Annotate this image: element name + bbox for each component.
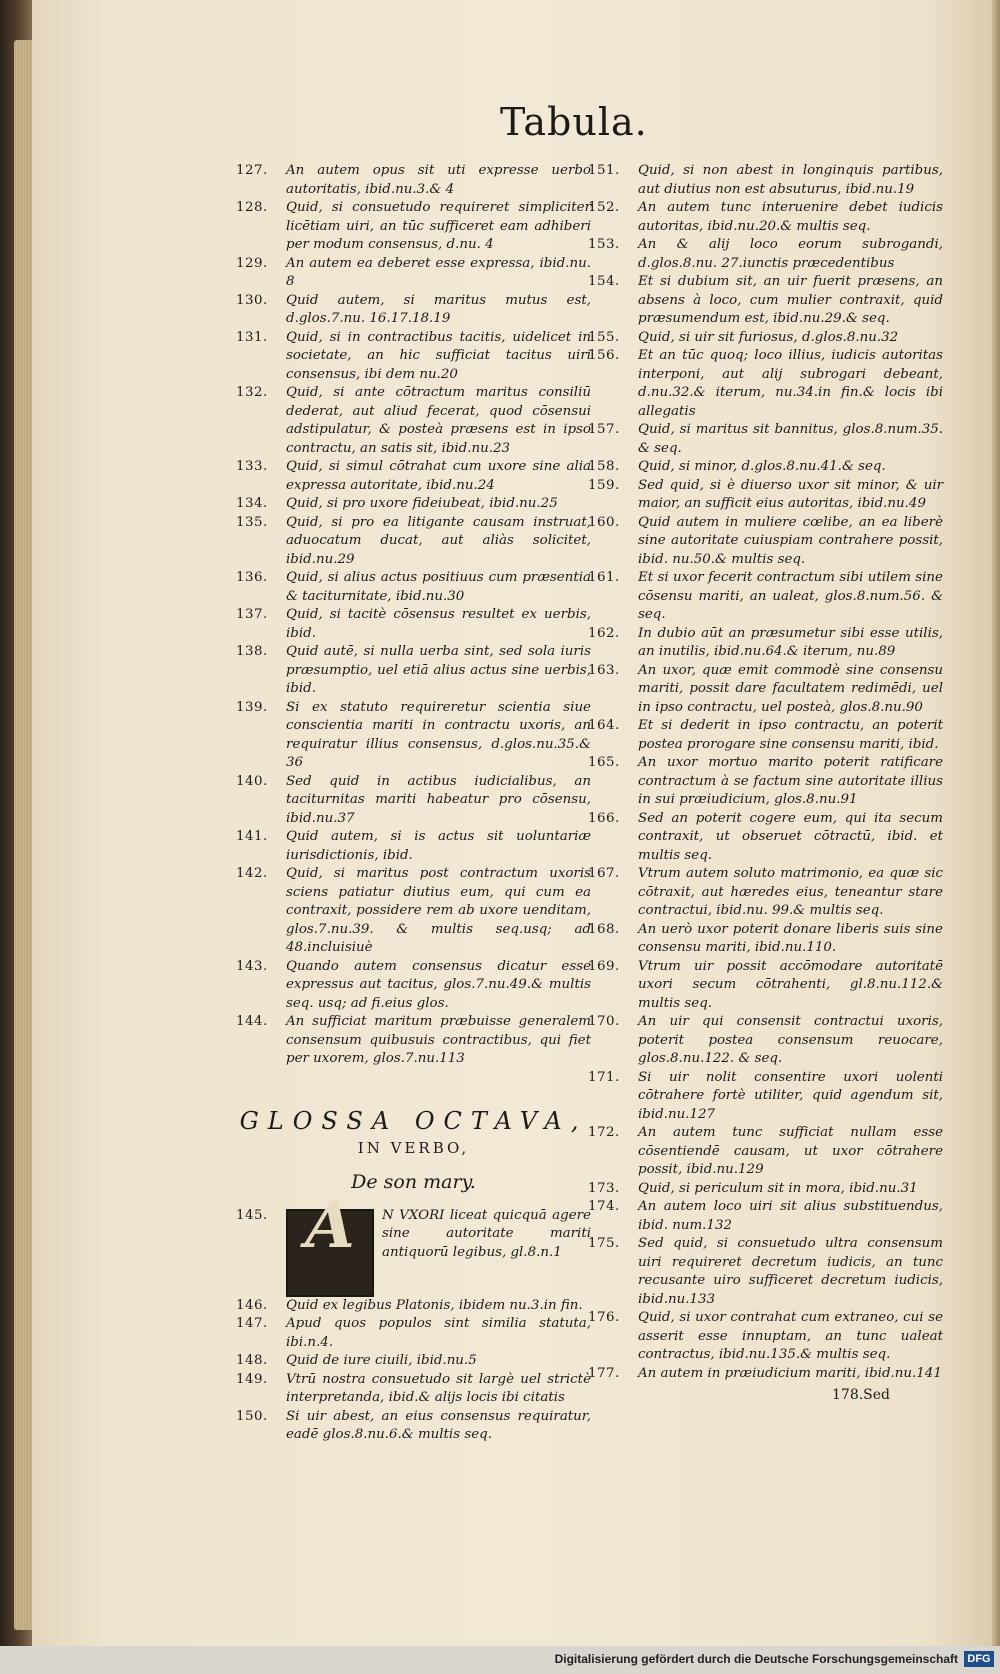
entry-text: Quando autem consensus dicatur esse expressus aut tacitus, glos.7.nu.49.& multis seq. usq; ad fi.eius glos. — [286, 958, 591, 1011]
entry-text: An sufficiat maritum præbuisse generalem consensum quibusuis contractibus, qui fiet per uxorem, glos.7.nu.113 — [286, 1014, 591, 1066]
entry-number: 131. — [236, 329, 268, 345]
index-entry — [236, 865, 591, 958]
entry-number: 167. — [588, 866, 620, 881]
entry-text: Vtrum autem soluto matrimonio, ea quæ sic cōtraxit, aut hæredes eius, teneantur stare contractui, ibid.nu. 99.& multis seq. — [638, 866, 943, 918]
entry-number: 138. — [236, 644, 268, 659]
entry-number: 170. — [588, 1014, 620, 1029]
index-entry — [588, 662, 943, 718]
section-title: GLOSSA OCTAVA, — [239, 1106, 588, 1135]
entry-text: Quid autem, si is actus sit uoluntariæ iurisdictionis, ibid. — [286, 829, 591, 863]
entry-number: 177. — [588, 1365, 620, 1381]
entry-number: 171. — [588, 1069, 620, 1085]
entry-text: Quid, si in contractibus tacitis, uidelicet in societate, an hic sufficiat tacitus uiri consensus, ibi dem nu.20 — [286, 329, 591, 382]
entry-text: Quid, si ante cōtractum maritus consiliū dederat, aut aliud fecerat, quod cōsensui adstipulatur, & posteà præsens est in ipso contractu, an satis sit, ibid.nu.23 — [286, 385, 591, 456]
entry-number: 159. — [588, 477, 620, 493]
entry-number: 132. — [236, 385, 268, 400]
entry-text: Vtrum uir possit accōmodare autoritatē uxori secum cōtrahenti, gl.8.nu.112.& multis seq. — [638, 958, 943, 1011]
entry-number: 147. — [236, 1316, 268, 1331]
entry-text: Si ex statuto requireretur scientia siue conscientia mariti in contractu uxoris, an requiratur illius consensus, d.glos.nu.35.& 36 — [286, 699, 591, 770]
entry-text: Et an tūc quoq; loco illius, iudicis autoritas interponi, aut alij subrogari debeant, d.nu.32.& iterum, nu.34.in fin.& locis ibi allegatis — [638, 348, 943, 419]
entry-text: Quid, si non abest in longinquis partibus, aut diutius non est absuturus, ibid.nu.19 — [638, 163, 943, 197]
index-entry — [236, 1315, 591, 1352]
index-entry — [236, 495, 591, 514]
index-entry — [588, 236, 943, 273]
entry-number: 146. — [236, 1297, 268, 1313]
left-entry-list-2 — [236, 1187, 591, 1445]
index-entry — [588, 514, 943, 570]
index-entry — [588, 1013, 943, 1069]
index-entry — [236, 1187, 591, 1297]
entry-number: 161. — [588, 570, 620, 585]
entry-number: 158. — [588, 459, 620, 474]
index-entry — [236, 1013, 591, 1069]
entry-number: 164. — [588, 718, 620, 733]
entry-text: An autem in præiudicium mariti, ibid.nu.141 — [638, 1365, 942, 1381]
entry-text: Si uir abest, an eius consensus requiratur, eadē glos.8.nu.6.& multis seq. — [286, 1408, 591, 1442]
entry-text: Quid, si pro uxore fideiubeat, ibid.nu.25 — [286, 496, 558, 511]
entry-number: 165. — [588, 755, 620, 770]
entry-number: 160. — [588, 514, 620, 530]
entry-number: 149. — [236, 1371, 268, 1387]
entry-text: Quid, si consuetudo requireret simpliciter licētiam uiri, an tūc sufficeret eam adhiberi per modum consensus, d.nu. 4 — [286, 200, 591, 252]
entry-number: 140. — [236, 773, 268, 789]
section-de-son-mary: De son mary. — [351, 1170, 476, 1193]
entry-number: 141. — [236, 829, 268, 844]
entry-text: Quid, si tacitè cōsensus resultet ex uerbis, ibid. — [286, 607, 591, 641]
entry-text: Sed quid, si è diuerso uxor sit minor, & uir maior, an sufficit eius autoritas, ibid.nu.49 — [638, 477, 943, 511]
entry-text: Quid autē, si nulla uerba sint, sed sola iuris præsumptio, uel etiā alius actus sine uerbis, ibid. — [286, 644, 591, 696]
entry-text: Quid ex legibus Platonis, ibidem nu.3.in fin. — [286, 1297, 583, 1313]
index-entry — [236, 1408, 591, 1445]
entry-number: 139. — [236, 699, 268, 715]
entry-number: 145. — [236, 1207, 268, 1223]
index-entry — [236, 199, 591, 255]
entry-number: 169. — [588, 958, 620, 974]
index-entry — [588, 1069, 943, 1125]
index-entry — [588, 810, 943, 866]
index-entry — [236, 1371, 591, 1408]
index-entry — [236, 773, 591, 829]
entry-text: Quid, si pro ea litigante causam instruat, aduocatum ducat, aut aliàs solicitet, ibid.nu.29 — [286, 514, 591, 567]
page-heading: Tabula. — [500, 100, 648, 144]
index-entry — [588, 1198, 943, 1235]
entry-text: Quid autem in muliere cœlibe, an ea liberè sine autoritate cuiuspiam contrahere possit, ibid. nu.50.& multis seq. — [638, 514, 943, 567]
index-entry — [588, 347, 943, 421]
entry-number: 129. — [236, 255, 268, 271]
entry-number: 155. — [588, 329, 620, 345]
entry-number: 156. — [588, 348, 620, 363]
entry-number: 144. — [236, 1014, 268, 1029]
entry-number: 176. — [588, 1310, 620, 1325]
index-entry — [236, 384, 591, 458]
footer-bar — [0, 1646, 1000, 1674]
index-entry — [236, 699, 591, 773]
entry-text: Quid de iure ciuili, ibid.nu.5 — [286, 1353, 477, 1368]
entry-number: 143. — [236, 958, 268, 974]
index-entry — [588, 717, 943, 754]
entry-text: Quid, si minor, d.glos.8.nu.41.& seq. — [638, 459, 886, 474]
index-entry — [236, 458, 591, 495]
entry-text: An autem tunc interuenire debet iudicis autoritas, ibid.nu.20.& multis seq. — [638, 200, 943, 234]
entry-number: 173. — [588, 1180, 620, 1196]
entry-text: Sed an poterit cogere eum, qui ita secum contraxit, ut obseruet cōtractū, ibid. et multis seq. — [638, 810, 943, 863]
decorated-initial-letter: A — [286, 1209, 374, 1297]
entry-number: 130. — [236, 292, 268, 308]
glossa-section-header — [236, 1107, 591, 1193]
entry-text: An uxor, quæ emit commodè sine consensu mariti, possit dare facultatem redimēdi, uel in ipso contractu, uel posteà, glos.8.nu.90 — [638, 662, 943, 715]
footer-credit: Digitalisierung gefördert durch die Deutsche Forschungsgemeinschaft — [554, 1652, 958, 1666]
index-entry — [588, 865, 943, 921]
index-entry — [236, 1297, 591, 1316]
index-entry — [236, 162, 591, 199]
index-entry — [588, 329, 943, 348]
index-entry — [236, 514, 591, 570]
entry-text: Si uir nolit consentire uxori uolenti cōtrahere fortè utiliter, quid agendum sit, ibid.nu.127 — [638, 1069, 943, 1122]
entry-number: 134. — [236, 496, 268, 511]
entry-text: A N VXORI liceat quicquā agere sine autoritate mariti antiquorū legibus, gl.8.n.1 — [286, 1207, 591, 1297]
entry-text: Quid, si periculum sit in mora, ibid.nu.31 — [638, 1180, 918, 1196]
section-subtitle: IN VERBO, — [357, 1138, 470, 1157]
index-entry — [588, 199, 943, 236]
catchword: 178.Sed — [832, 1387, 891, 1403]
entry-text: Et si dederit in ipso contractu, an poterit postea prorogare sine consensu mariti, ibid. — [638, 718, 943, 752]
index-entry — [588, 1180, 943, 1199]
entry-text: Quid, si alius actus positiuus cum præsentia & taciturnitate, ibid.nu.30 — [286, 570, 591, 604]
entry-text: An autem opus sit uti expresse uerbo autoritatis, ibid.nu.3.& 4 — [286, 163, 591, 197]
entry-number: 154. — [588, 274, 620, 289]
entry-text: An uxor mortuo marito poterit ratificare contractum à se factum sine autoritate illius in sui præiudicium, glos.8.nu.91 — [638, 755, 943, 807]
index-entry — [588, 958, 943, 1014]
index-entry — [236, 292, 591, 329]
index-entry — [588, 1309, 943, 1365]
entry-number: 136. — [236, 570, 268, 585]
entry-text: Et si dubium sit, an uir fuerit præsens, an absens à loco, cum mulier contraxit, quid præsumendum est, ibid.nu.29.& seq. — [638, 274, 943, 326]
index-entry — [588, 921, 943, 958]
entry-number: 163. — [588, 662, 620, 678]
entry-text: An autem tunc sufficiat nullam esse cōsentiendē causam, ut uxor cōtrahere possit, ibid.nu.129 — [638, 1125, 943, 1177]
entry-text: Et si uxor fecerit contractum sibi utilem sine cōsensu mariti, an ualeat, glos.8.num.56. & seq. — [638, 570, 943, 622]
entry-text: An autem loco uiri sit alius substituendus, ibid. num.132 — [638, 1199, 943, 1233]
index-entry — [588, 421, 943, 458]
entry-text: Quid, si maritus sit bannitus, glos.8.num.35. & seq. — [638, 422, 943, 456]
index-entry — [236, 828, 591, 865]
entry-number: 166. — [588, 810, 620, 826]
index-entry — [236, 1352, 591, 1371]
dfg-logo: DFG — [964, 1651, 994, 1667]
index-entry — [236, 569, 591, 606]
index-entry — [588, 477, 943, 514]
left-column — [236, 162, 591, 1445]
entry-text: Quid, si simul cōtrahat cum uxore sine alia expressa autoritate, ibid.nu.24 — [286, 459, 591, 493]
entry-number: 162. — [588, 625, 620, 641]
index-entry — [236, 329, 591, 385]
entry-text: An & alij loco eorum subrogandi, d.glos.8.nu. 27.iunctis præcedentibus — [638, 237, 943, 271]
entry-text: Apud quos populos sint similia statuta, ibi.n.4. — [286, 1316, 591, 1350]
index-entry — [588, 1365, 943, 1384]
index-entry — [236, 606, 591, 643]
index-entry — [588, 162, 943, 199]
entry-text: Quid, si uir sit furiosus, d.glos.8.nu.32 — [638, 329, 899, 345]
entry-number: 175. — [588, 1236, 620, 1251]
index-entry — [236, 643, 591, 699]
page-right-edge — [992, 0, 1000, 1646]
entry-number: 174. — [588, 1199, 620, 1214]
entry-text: Sed quid in actibus iudicialibus, an taciturnitas mariti habeatur pro cōsensu, ibid.nu.37 — [286, 773, 591, 826]
left-entry-list — [236, 162, 591, 1069]
entry-number: 137. — [236, 607, 268, 622]
entry-number: 133. — [236, 459, 268, 474]
entry-number: 135. — [236, 514, 268, 530]
right-entry-list — [588, 162, 943, 1383]
entry-number: 151. — [588, 163, 620, 178]
entry-number: 142. — [236, 866, 268, 881]
entry-number: 172. — [588, 1125, 620, 1140]
index-entry — [588, 1124, 943, 1180]
index-entry — [236, 255, 591, 292]
entry-text: Quid, si maritus post contractum uxoris sciens patiatur diutius eum, qui cum ea contraxit, possidere rem ab uxore uenditam, glos.7.nu.39. & multis seq.usq; ad 48.incluisiuè — [286, 866, 591, 955]
index-entry — [588, 754, 943, 810]
entry-number: 128. — [236, 200, 268, 215]
index-entry — [588, 625, 943, 662]
entry-number: 168. — [588, 921, 620, 937]
index-entry — [588, 458, 943, 477]
entry-number: 150. — [236, 1408, 268, 1424]
index-entry — [588, 1235, 943, 1309]
index-entry — [588, 569, 943, 625]
entry-number: 152. — [588, 200, 620, 215]
entry-text: In dubio aūt an præsumetur sibi esse utilis, an inutilis, ibid.nu.64.& iterum, nu.89 — [638, 625, 943, 659]
entry-number: 148. — [236, 1353, 268, 1368]
entry-number: 157. — [588, 422, 620, 437]
index-entry — [236, 958, 591, 1014]
entry-text: Vtrū nostra consuetudo sit largè uel strictè interpretanda, ibid.& alijs locis ibi citatis — [286, 1371, 591, 1405]
entry-text: An uir qui consensit contractui uxoris, poterit postea consensum reuocare, glos.8.nu.122. & seq. — [638, 1014, 943, 1066]
index-entry — [588, 273, 943, 329]
entry-number: 153. — [588, 237, 620, 252]
entry-text: Quid, si uxor contrahat cum extraneo, cui se asserit esse innuptam, an tunc ualeat contractus, ibid.nu.135.& multis seq. — [638, 1310, 943, 1362]
entry-text: Sed quid, si consuetudo ultra consensum uiri requireret decretum iudicis, an tunc recusante uiro sufficeret decretum iudicis, ibid.nu.133 — [638, 1236, 943, 1307]
entry-text: An uerò uxor poterit donare liberis suis sine consensu mariti, ibid.nu.110. — [638, 921, 943, 955]
entry-text: An autem ea deberet esse expressa, ibid.nu. 8 — [286, 255, 591, 289]
entry-number: 127. — [236, 163, 268, 178]
right-column — [588, 162, 943, 1383]
entry-text: Quid autem, si maritus mutus est, d.glos.7.nu. 16.17.18.19 — [286, 292, 591, 326]
